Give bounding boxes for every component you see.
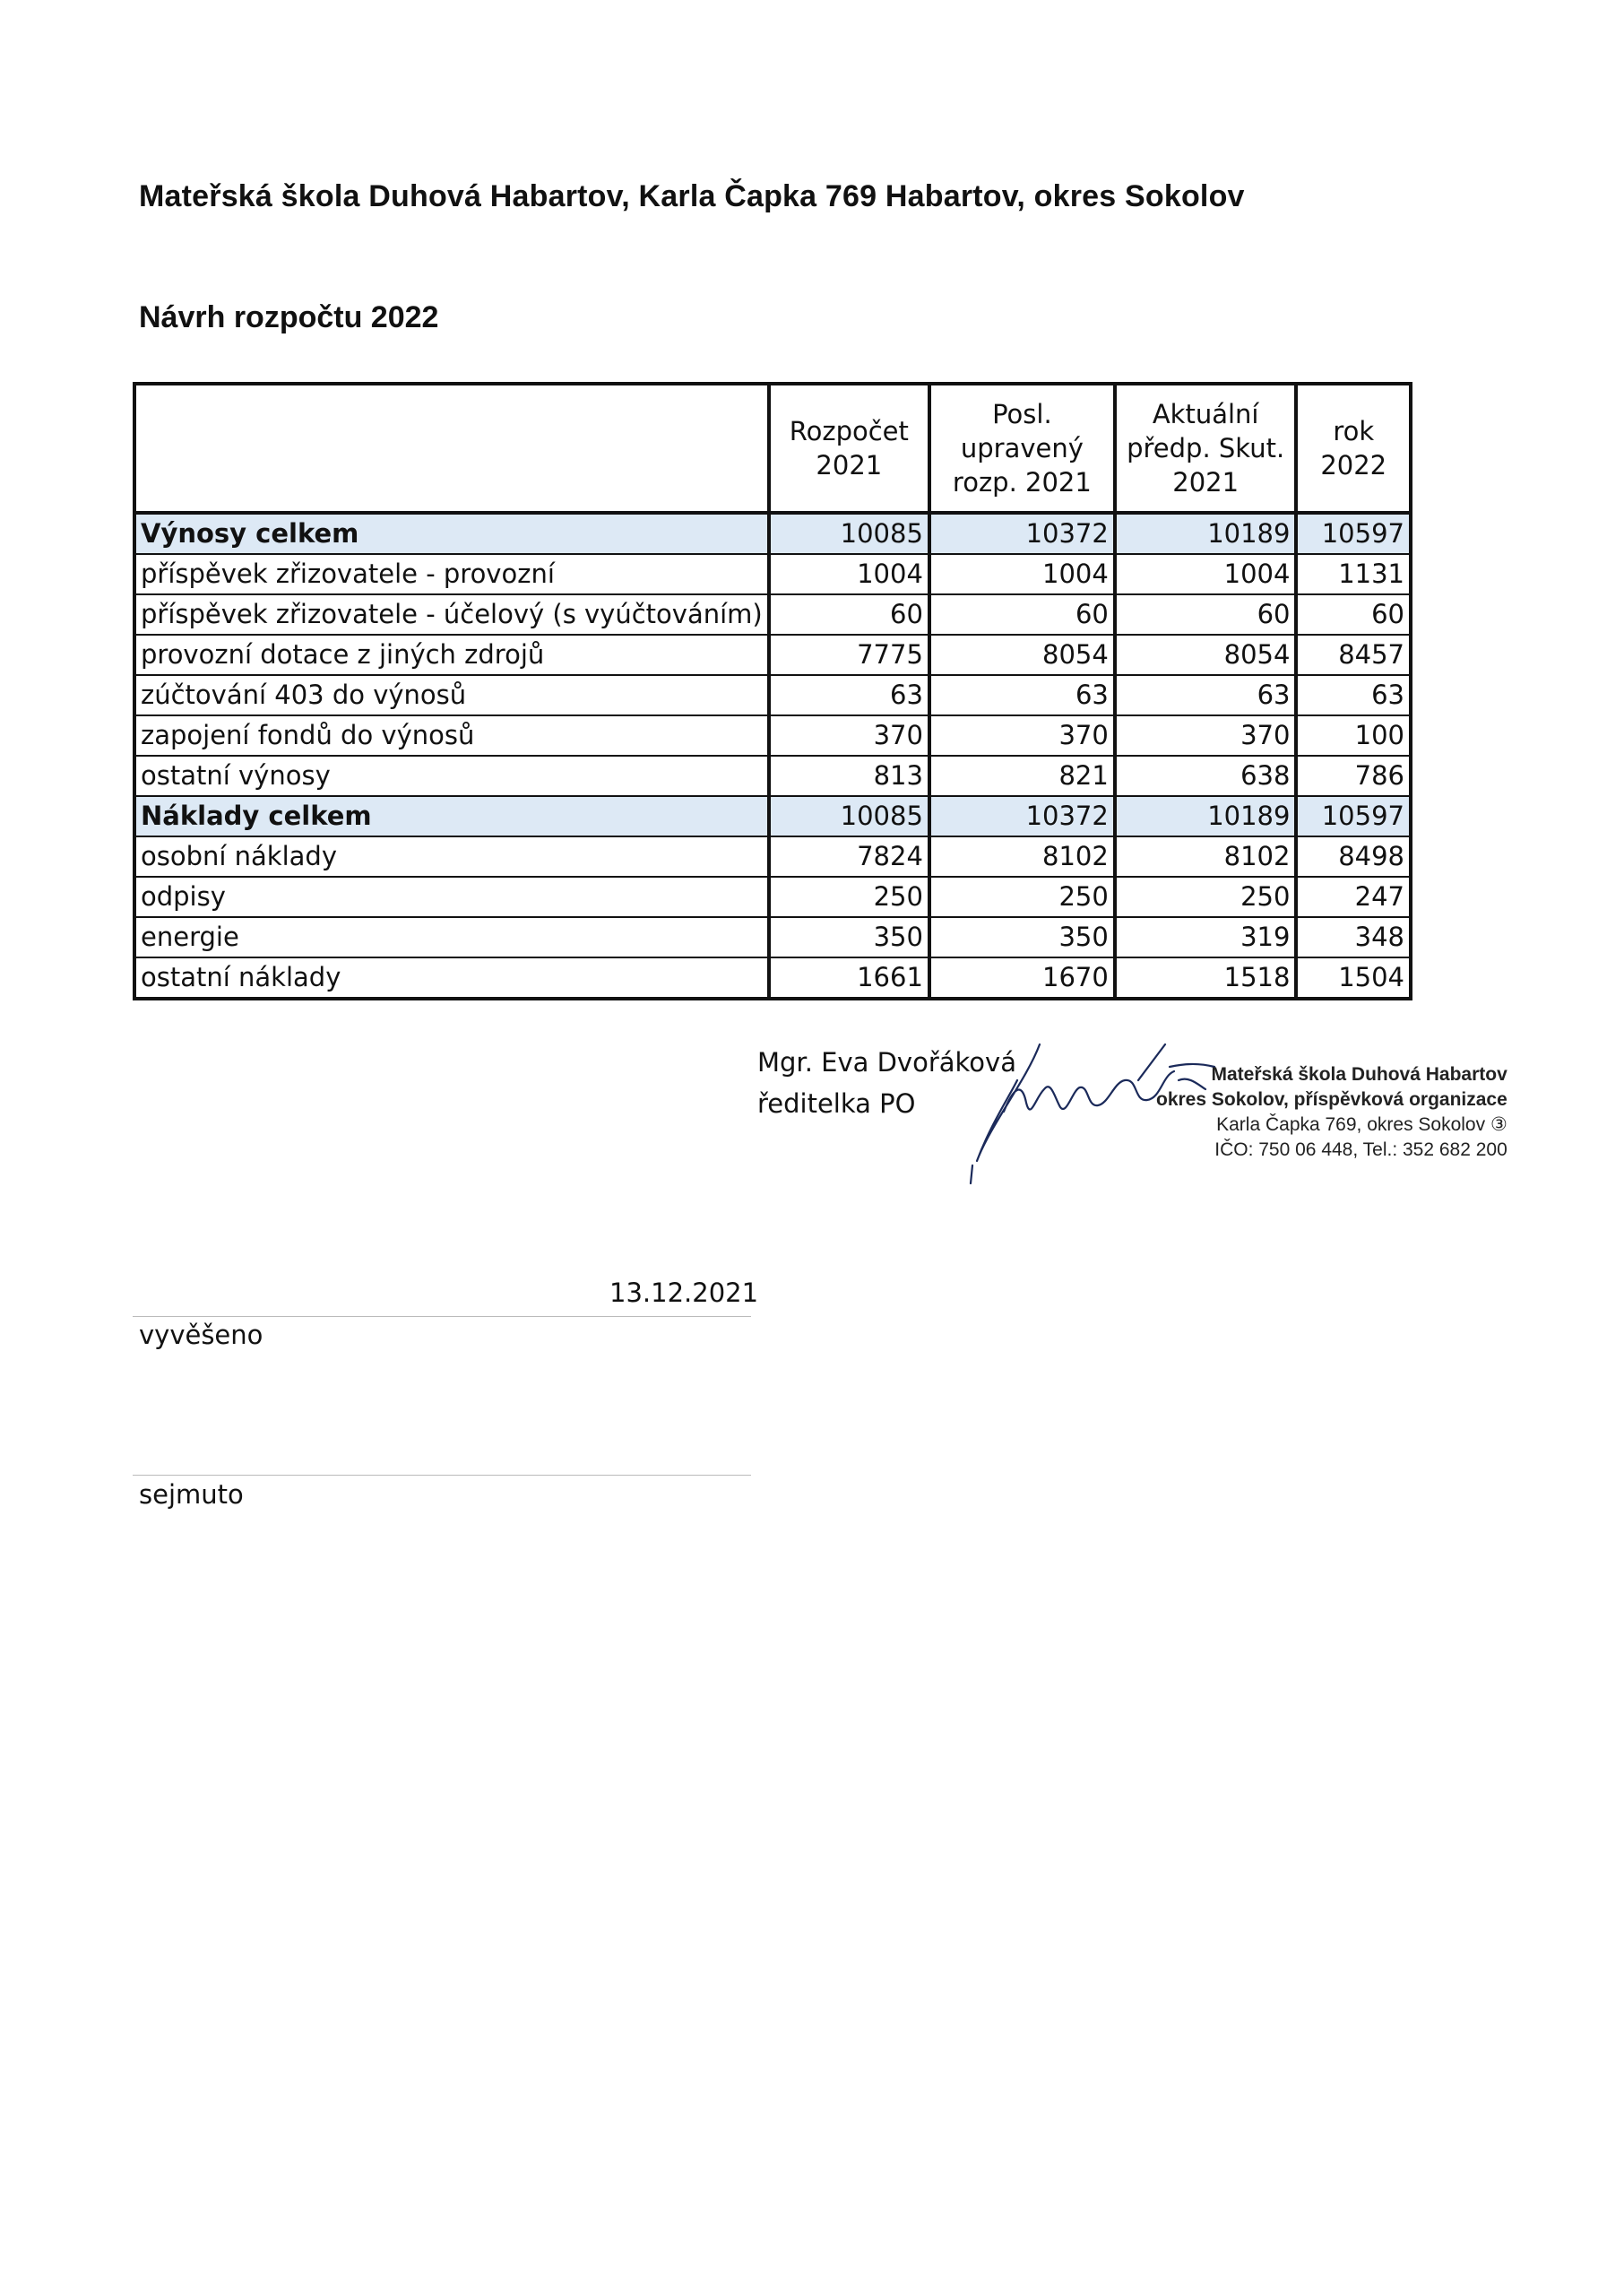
row-label: ostatní náklady (134, 957, 769, 999)
row-value: 1004 (929, 554, 1115, 594)
row-value: 370 (929, 715, 1115, 756)
row-label: odpisy (134, 877, 769, 917)
row-value: 10085 (769, 513, 929, 554)
row-value: 1518 (1115, 957, 1297, 999)
row-value: 350 (929, 917, 1115, 957)
row-value: 8457 (1296, 635, 1411, 675)
stamp-line-4: IČO: 750 06 448, Tel.: 352 682 200 (1214, 1139, 1507, 1160)
table-row (134, 635, 1411, 675)
row-value: 100 (1296, 715, 1411, 756)
table-body (134, 513, 1411, 999)
row-value: 786 (1296, 756, 1411, 796)
table-row (134, 715, 1411, 756)
row-value: 10597 (1296, 513, 1411, 554)
organization-header: Mateřská škola Duhová Habartov, Karla Čapka 769 Habartov, okres Sokolov (139, 179, 1245, 213)
row-value: 250 (1115, 877, 1297, 917)
removed-divider (133, 1475, 751, 1476)
removed-label: sejmuto (139, 1479, 244, 1510)
row-value: 60 (1296, 594, 1411, 635)
row-label: ostatní výnosy (134, 756, 769, 796)
row-value: 348 (1296, 917, 1411, 957)
row-label: Výnosy celkem (134, 513, 769, 554)
document-title: Návrh rozpočtu 2022 (139, 300, 439, 334)
posted-date: 13.12.2021 (609, 1277, 759, 1308)
row-value: 1661 (769, 957, 929, 999)
row-value: 8102 (929, 836, 1115, 877)
table-row (134, 957, 1411, 999)
table-row (134, 877, 1411, 917)
row-label: příspěvek zřizovatele - účelový (s vyúčtováním) (134, 594, 769, 635)
row-value: 319 (1115, 917, 1297, 957)
row-value: 638 (1115, 756, 1297, 796)
row-value: 350 (769, 917, 929, 957)
row-value: 10189 (1115, 796, 1297, 836)
row-value: 60 (1115, 594, 1297, 635)
column-header-expected-actual-2021: Aktuální předp. Skut. 2021 (1115, 384, 1297, 513)
budget-table (133, 382, 1412, 1000)
table-row (134, 594, 1411, 635)
posted-divider (133, 1316, 751, 1317)
row-value: 10372 (929, 513, 1115, 554)
table-row (134, 756, 1411, 796)
stamp-line-3-row (1156, 1113, 1507, 1138)
row-value: 370 (769, 715, 929, 756)
stamp-line-2: okres Sokolov, příspěvková organizace (1156, 1089, 1507, 1110)
row-value: 63 (929, 675, 1115, 715)
posted-label: vyvěšeno (139, 1320, 263, 1350)
row-label: příspěvek zřizovatele - provozní (134, 554, 769, 594)
row-value: 10189 (1115, 513, 1297, 554)
stamp-line-1: Mateřská škola Duhová Habartov (1211, 1064, 1507, 1085)
row-value: 1670 (929, 957, 1115, 999)
row-value: 1004 (1115, 554, 1297, 594)
row-value: 1504 (1296, 957, 1411, 999)
row-value: 8054 (929, 635, 1115, 675)
organization-stamp (1156, 1062, 1507, 1163)
row-value: 370 (1115, 715, 1297, 756)
row-label: energie (134, 917, 769, 957)
row-value: 10085 (769, 796, 929, 836)
row-value: 8498 (1296, 836, 1411, 877)
row-value: 813 (769, 756, 929, 796)
table-row (134, 554, 1411, 594)
table-row (134, 836, 1411, 877)
row-value: 60 (769, 594, 929, 635)
stamp-number-mark: ③ (1490, 1114, 1507, 1135)
table-row (134, 917, 1411, 957)
row-value: 10372 (929, 796, 1115, 836)
column-header-label (134, 384, 769, 513)
row-label: provozní dotace z jiných zdrojů (134, 635, 769, 675)
row-value: 821 (929, 756, 1115, 796)
row-value: 60 (929, 594, 1115, 635)
row-label: osobní náklady (134, 836, 769, 877)
row-value: 247 (1296, 877, 1411, 917)
row-value: 250 (769, 877, 929, 917)
row-value: 1131 (1296, 554, 1411, 594)
row-value: 7824 (769, 836, 929, 877)
table-header-row (134, 384, 1411, 513)
table-total-row (134, 796, 1411, 836)
row-value: 10597 (1296, 796, 1411, 836)
table-total-row (134, 513, 1411, 554)
signer-name: Mgr. Eva Dvořáková (757, 1047, 1016, 1078)
row-value: 250 (929, 877, 1115, 917)
row-value: 8102 (1115, 836, 1297, 877)
row-label: Náklady celkem (134, 796, 769, 836)
row-label: zúčtování 403 do výnosů (134, 675, 769, 715)
column-header-year-2022: rok 2022 (1296, 384, 1411, 513)
row-label: zapojení fondů do výnosů (134, 715, 769, 756)
row-value: 63 (769, 675, 929, 715)
column-header-budget-2021: Rozpočet 2021 (769, 384, 929, 513)
column-header-adjusted-budget-2021: Posl. upravený rozp. 2021 (929, 384, 1115, 513)
signer-role: ředitelka PO (757, 1088, 916, 1119)
row-value: 8054 (1115, 635, 1297, 675)
row-value: 63 (1296, 675, 1411, 715)
table-row (134, 675, 1411, 715)
stamp-line-3: Karla Čapka 769, okres Sokolov (1216, 1114, 1486, 1135)
row-value: 63 (1115, 675, 1297, 715)
row-value: 7775 (769, 635, 929, 675)
row-value: 1004 (769, 554, 929, 594)
